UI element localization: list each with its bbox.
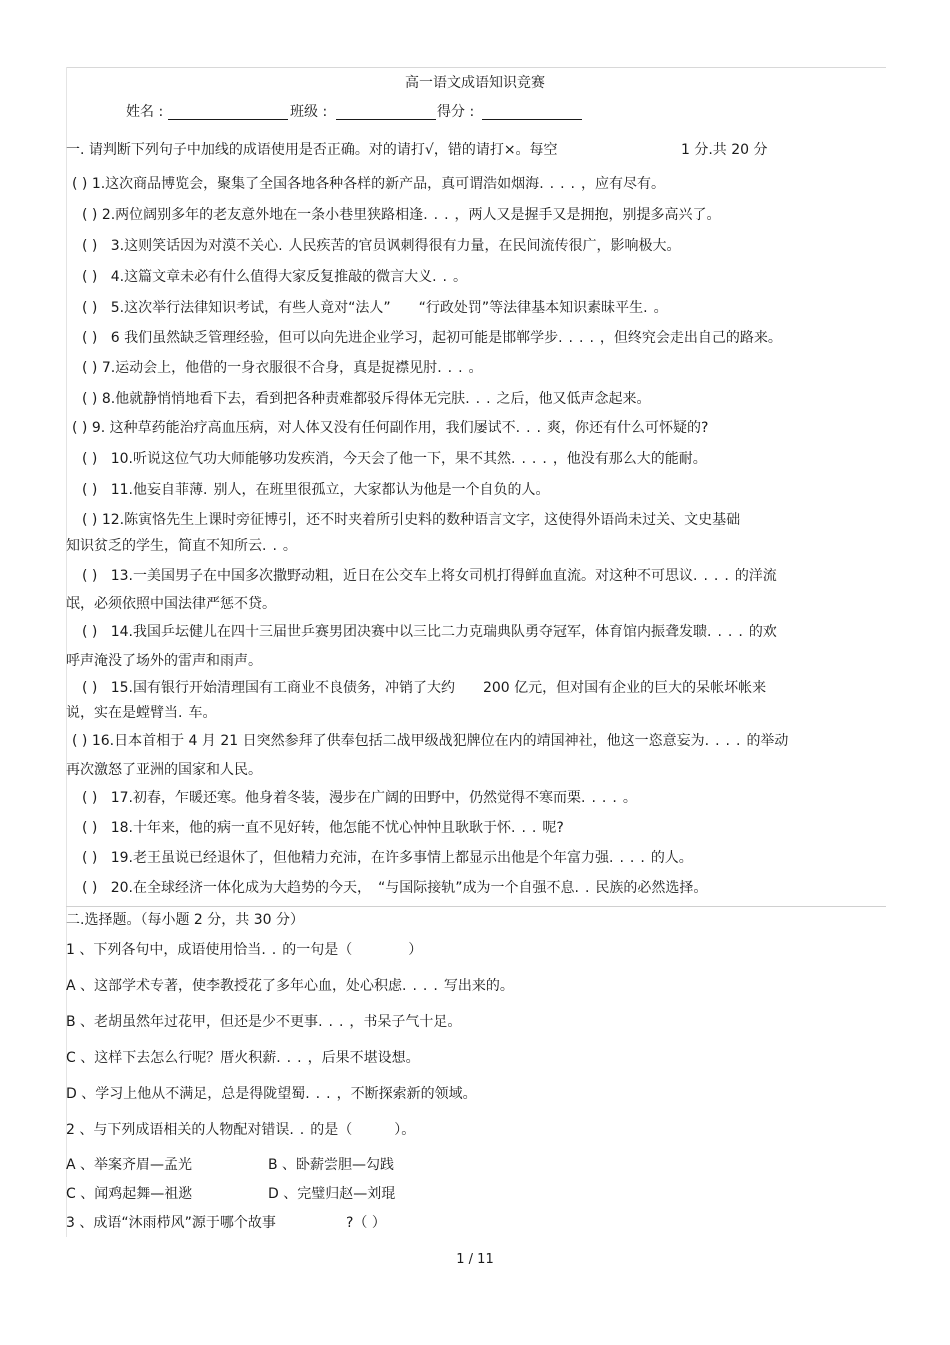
answer-paren[interactable]: ( ) xyxy=(82,238,98,254)
q1-7 xyxy=(82,358,483,378)
stem-text: 1 、下列各句中，成语使用恰当 xyxy=(66,942,262,958)
underline-dots: .... xyxy=(707,624,749,640)
q1-9 xyxy=(72,418,708,438)
answer-paren[interactable]: ( ) xyxy=(82,680,98,696)
underline-dots: .. xyxy=(574,880,596,896)
item-text: 20.在全球经济一体化成为大趋势的今天， “与国际接轨”成为一个自强不息 xyxy=(110,880,575,896)
item-text-after: 呢? xyxy=(542,820,564,836)
underline-dots: . xyxy=(643,300,654,316)
option-text: D 、学习上他从不满足，总是得陇望蜀 xyxy=(66,1086,306,1102)
item-text-after: 之后，他又低声念起来。 xyxy=(496,391,651,407)
underline-dots: .. xyxy=(289,1122,311,1138)
item-text: 11.他妄自菲薄 xyxy=(110,482,203,498)
answer-paren[interactable]: ( ) xyxy=(82,300,98,316)
score-blank[interactable] xyxy=(482,119,582,120)
answer-paren[interactable]: ( ) xyxy=(82,880,98,896)
q1-3 xyxy=(82,236,681,256)
page-title: 高一语文成语知识竞赛 xyxy=(405,75,545,91)
underline-dots: .. xyxy=(261,942,283,958)
stem-text-after: 的是（ ）。 xyxy=(310,1122,416,1138)
item-text-after: 车。 xyxy=(188,705,217,721)
answer-paren[interactable]: ( ) xyxy=(82,820,98,836)
item-text-after: 。 xyxy=(282,538,297,554)
answer-paren[interactable]: ( ) xyxy=(82,482,98,498)
section1-heading-text: 一. 请判断下列句子中加线的成语使用是否正确。对的请打√，错的请打×。每空 xyxy=(66,142,558,158)
item-text: 3.这则笑话因为对漠不关心 xyxy=(110,238,279,254)
item-text: 19.老王虽说已经退休了，但他精力充沛，在许多事情上都显示出他是个年富力强 xyxy=(110,850,609,866)
answer-paren[interactable]: ( ) xyxy=(82,568,98,584)
option-text-after: ，不断探索新的领域。 xyxy=(336,1086,477,1102)
item-text: 16.日本首相于 4 月 21 日突然参拜了供奉包括二战甲级战犯牌位在内的靖国神社，他这一恣意妄为 xyxy=(91,733,705,749)
item-text: 14.我国乒坛健儿在四十三届世乒赛男团决赛中以三比二力克瑞典队勇夺冠军，体育馆内振聋发聩 xyxy=(110,624,707,640)
q2-2-option-b[interactable]: B 、卧薪尝胆—勾践 xyxy=(268,1157,395,1173)
item-text-after: 的洋流 xyxy=(734,568,777,584)
q1-14 xyxy=(82,622,777,642)
section2-heading: 二.选择题。（每小题 2 分，共 30 分） xyxy=(66,912,304,928)
option-text-after: ，后果不堪设想。 xyxy=(307,1050,420,1066)
item-text: 5.这次举行法律知识考试，有些人竟对“法人” “行政处罚”等法律基本知识素昧平生 xyxy=(110,300,644,316)
answer-paren[interactable]: ( ) xyxy=(82,624,98,640)
q2-2-stem xyxy=(66,1120,415,1140)
underline-dots: ... xyxy=(305,1086,337,1102)
name-blank[interactable] xyxy=(168,119,288,120)
item-text-after: 的举动 xyxy=(746,733,789,749)
item-text-after: 。 xyxy=(653,300,668,316)
item-text: 知识贫乏的学生，简直不知所云 xyxy=(66,538,262,554)
section-divider xyxy=(66,906,886,907)
option-text: B 、老胡虽然年过花甲，但还是少不更事 xyxy=(66,1014,319,1030)
q1-12-cont xyxy=(66,536,297,556)
item-text: 7.运动会上，他借的一身衣服很不合身，真是捉襟见肘 xyxy=(101,360,438,376)
option-text-after: 写出来的。 xyxy=(443,978,514,994)
answer-paren[interactable]: ( ) xyxy=(72,733,88,749)
option-text: C 、这样下去怎么行呢？厝火积薪 xyxy=(66,1050,277,1066)
underline-dots: .... xyxy=(581,790,623,806)
q2-1-option-c[interactable] xyxy=(66,1048,420,1068)
item-text: 8.他就静悄悄地看下去，看到把各种责难都驳斥得体无完肤 xyxy=(101,391,466,407)
item-text: 18.十年来，他的病一直不见好转，他怎能不忧心忡忡且耿耿于怀 xyxy=(110,820,511,836)
item-text: 说，实在是螳臂当 xyxy=(66,705,178,721)
underline-dots: ... xyxy=(318,1014,350,1030)
q1-19 xyxy=(82,848,693,868)
item-text: 6 我们虽然缺乏管理经验，但可以向先进企业学习，起初可能是邯郸学步 xyxy=(110,330,559,346)
stem-text: 2 、与下列成语相关的人物配对错误 xyxy=(66,1122,290,1138)
item-text-after: 。 xyxy=(468,360,483,376)
score-label: 得分 : xyxy=(437,104,475,120)
q2-1-option-d[interactable] xyxy=(66,1084,477,1104)
q2-2-option-a[interactable]: A 、举案齐眉—孟光 xyxy=(66,1157,193,1173)
underline-dots: .... xyxy=(539,176,581,192)
answer-paren[interactable]: ( ) xyxy=(82,330,98,346)
q2-3-answer-paren[interactable]: ?（ ） xyxy=(346,1215,386,1231)
q1-16 xyxy=(72,731,788,751)
underline-dots: .. xyxy=(432,269,453,285)
underline-dots: ... xyxy=(423,207,455,223)
underline-dots: .... xyxy=(609,850,651,866)
q1-1 xyxy=(72,174,665,194)
q1-12 xyxy=(82,510,740,530)
answer-paren[interactable]: ( ) xyxy=(82,391,98,407)
underline-dots: .... xyxy=(693,568,735,584)
underline-dots: .... xyxy=(511,451,553,467)
answer-paren[interactable]: ( ) xyxy=(72,176,88,192)
underline-dots: .... xyxy=(704,733,747,749)
q1-5 xyxy=(82,298,668,318)
item-text-after: 。 xyxy=(453,269,467,285)
q2-2-option-d[interactable]: D 、完璧归赵—刘琨 xyxy=(268,1186,396,1202)
answer-paren[interactable]: ( ) xyxy=(82,850,98,866)
q1-4 xyxy=(82,267,467,287)
answer-paren[interactable]: ( ) xyxy=(82,360,98,376)
item-text-after: 的人。 xyxy=(650,850,693,866)
underline-dots: .. xyxy=(262,538,283,554)
q1-20 xyxy=(82,878,707,898)
q1-18 xyxy=(82,818,564,838)
item-text: 呼声淹没了场外的雷声和雨声。 xyxy=(66,653,262,669)
item-text: 再次激怒了亚洲的国家和人民。 xyxy=(66,762,262,778)
item-text: 17.初春，乍暖还寒。他身着冬装，漫步在广阔的田野中，仍然觉得不寒而栗 xyxy=(110,790,581,806)
answer-paren[interactable]: ( ) xyxy=(82,269,98,285)
q1-13 xyxy=(82,566,777,586)
item-text-after: 爽，你还有什么可怀疑的? xyxy=(547,420,709,436)
underline-dots: ... xyxy=(465,391,497,407)
page-border-top xyxy=(66,67,886,68)
stem-text: 3 、成语“沐雨栉风”源于哪个故事 xyxy=(66,1215,276,1231)
item-text: 13.一美国男子在中国多次撒野动粗，近日在公交车上将女司机打得鲜血直流。对这种不可思议 xyxy=(110,568,693,584)
item-text: 12.陈寅恪先生上课时旁征博引，还不时夹着所引史料的数种语言文字，这使得外语尚未过关、文史基础 xyxy=(101,512,741,528)
stem-text-after: 的一句是（ ） xyxy=(282,942,423,958)
item-text-after: ，他没有那么大的能耐。 xyxy=(552,451,707,467)
item-text-after: 别人，在班里很孤立，大家都认为他是一个自负的人。 xyxy=(213,482,550,498)
q2-1-stem xyxy=(66,940,422,960)
page-number: 1 / 11 xyxy=(456,1252,494,1267)
q1-13-cont xyxy=(66,594,276,614)
q1-8 xyxy=(82,389,651,409)
q2-3-stem xyxy=(66,1213,276,1233)
underline-dots: . xyxy=(203,482,214,498)
q1-14-cont xyxy=(66,651,262,671)
underline-dots: .... xyxy=(558,330,600,346)
underline-dots: ... xyxy=(511,820,543,836)
underline-dots: . xyxy=(278,238,289,254)
item-text: 1.这次商品博览会，聚集了全国各地各种各样的新产品，真可谓浩如烟海 xyxy=(91,176,540,192)
answer-paren[interactable]: ( ) xyxy=(82,512,98,528)
q1-15 xyxy=(82,678,766,698)
section1-score xyxy=(681,140,768,160)
answer-paren[interactable]: ( ) xyxy=(72,420,88,436)
q1-10 xyxy=(82,449,707,469)
item-text-after: 的欢 xyxy=(748,624,777,640)
q2-1-option-b[interactable] xyxy=(66,1012,461,1032)
item-text: 4.这篇文章未必有什么值得大家反复推敲的微言大义 xyxy=(110,269,433,285)
section1-score-text: 1 分.共 20 分 xyxy=(681,142,768,158)
underline-dots: ... xyxy=(515,420,547,436)
answer-paren[interactable]: ( ) xyxy=(82,790,98,806)
class-blank[interactable] xyxy=(336,119,436,120)
item-text: 氓，必须依照中国法律严惩不贷。 xyxy=(66,596,276,612)
item-text: 10.听说这位气功大师能够功发疾消，今天会了他一下，果不其然 xyxy=(110,451,511,467)
item-text: 2.两位阔别多年的老友意外地在一条小巷里狭路相逢 xyxy=(101,207,424,223)
option-text-after: ，书呆子气十足。 xyxy=(349,1014,462,1030)
q1-11 xyxy=(82,480,549,500)
underline-dots: ... xyxy=(437,360,469,376)
q1-16-cont xyxy=(66,760,262,780)
underline-dots: . xyxy=(178,705,189,721)
q1-17 xyxy=(82,788,637,808)
item-text-after: ，但终究会走出自己的路来。 xyxy=(599,330,782,346)
q2-2-option-c[interactable]: C 、闻鸡起舞—祖逖 xyxy=(66,1186,193,1202)
item-text-after: ，应有尽有。 xyxy=(581,176,665,192)
answer-paren[interactable]: ( ) xyxy=(82,207,98,223)
item-text: 9. 这种草药能治疗高血压病，对人体又没有任何副作用，我们屡试不 xyxy=(91,420,516,436)
item-text-after: 民族的必然选择。 xyxy=(595,880,708,896)
item-text: 15.国有银行开始清理国有工商业不良债务，冲销了大约 200 亿元，但对国有企业的巨大的呆帐坏帐来 xyxy=(110,680,767,696)
name-label: 姓名 : xyxy=(126,104,164,120)
q1-6 xyxy=(82,328,782,348)
item-text-after: 人民疾苦的官员讽刺得很有力量，在民间流传很广，影响极大。 xyxy=(288,238,681,254)
q2-1-option-a[interactable] xyxy=(66,976,514,996)
item-text-after: 。 xyxy=(622,790,637,806)
option-text: A 、这部学术专著，使李教授花了多年心血，处心积虑 xyxy=(66,978,403,994)
q1-15-cont xyxy=(66,703,216,723)
answer-paren[interactable]: ( ) xyxy=(82,451,98,467)
item-text-after: ，两人又是握手又是拥抱，别提多高兴了。 xyxy=(454,207,721,223)
class-label: 班级 : xyxy=(290,104,328,120)
section1-heading xyxy=(66,140,558,160)
underline-dots: .... xyxy=(402,978,444,994)
q1-2 xyxy=(82,205,721,225)
underline-dots: ... xyxy=(276,1050,308,1066)
